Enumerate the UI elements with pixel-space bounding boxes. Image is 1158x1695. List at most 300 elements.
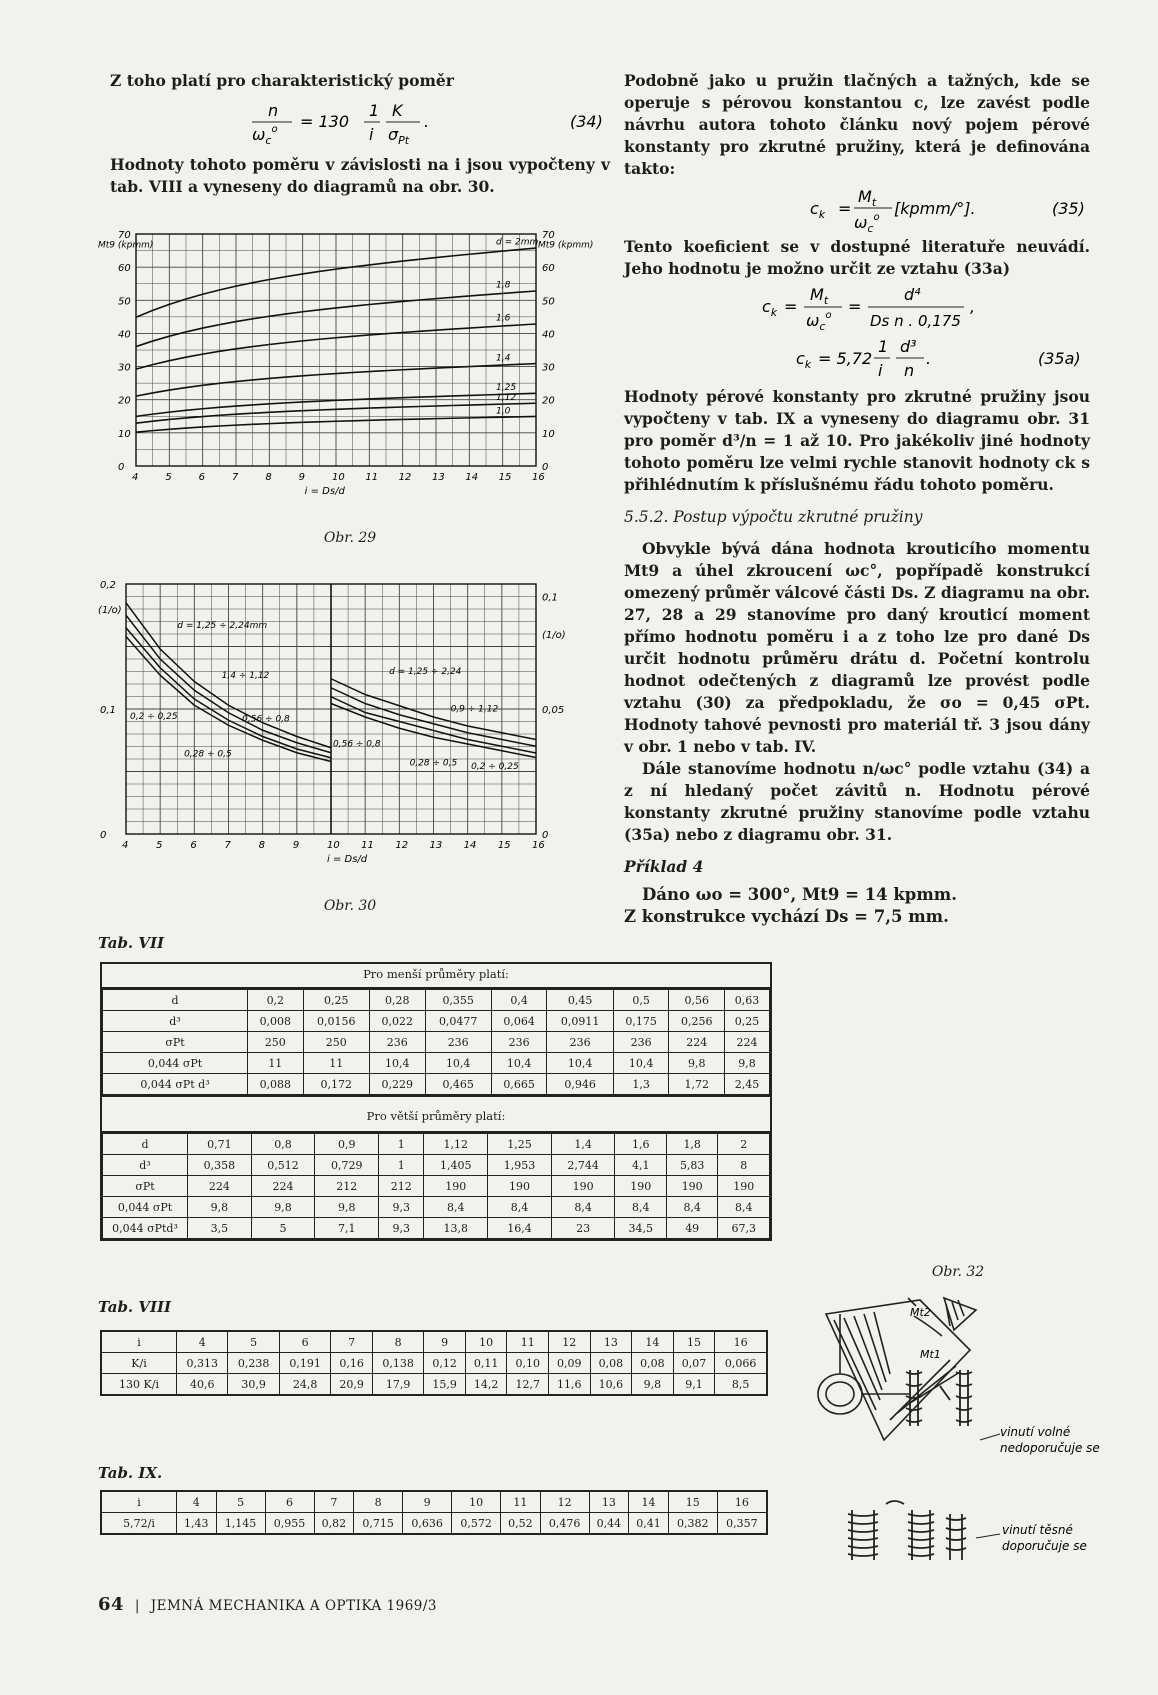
table-cell: 0,5 bbox=[613, 990, 669, 1011]
table-cell: 0,665 bbox=[491, 1074, 547, 1095]
table-cell: 0,08 bbox=[632, 1353, 674, 1374]
row-header-cell: 5,72/i bbox=[101, 1513, 177, 1535]
svg-text:K: K bbox=[392, 101, 403, 120]
table-cell: 0,229 bbox=[369, 1074, 425, 1095]
table-cell: 13 bbox=[590, 1331, 632, 1353]
xtick-label: 13 bbox=[432, 472, 445, 483]
table-cell: 8 bbox=[718, 1155, 770, 1176]
row-header-cell: i bbox=[101, 1491, 177, 1513]
table-cell: 8 bbox=[354, 1491, 403, 1513]
table-cell: 0,256 bbox=[669, 1011, 725, 1032]
table-cell: 1,43 bbox=[177, 1513, 217, 1535]
table-7-subhead-2: Pro větší průměry platí: bbox=[102, 1095, 770, 1133]
table-cell: 13 bbox=[589, 1491, 629, 1513]
ytick-label-right: 0 bbox=[542, 462, 549, 473]
table-cell: 0,357 bbox=[717, 1513, 767, 1535]
table-cell: 5 bbox=[251, 1218, 315, 1239]
table-cell: 0,0156 bbox=[303, 1011, 369, 1032]
section-heading-552: 5.5.2. Postup výpočtu zkrutné pružiny bbox=[624, 508, 923, 526]
table-cell: 10,4 bbox=[425, 1053, 491, 1074]
table-cell: 1,12 bbox=[424, 1134, 488, 1155]
table-cell: 224 bbox=[251, 1176, 315, 1197]
table-cell: 8,4 bbox=[615, 1197, 666, 1218]
table-cell: 0,008 bbox=[248, 1011, 304, 1032]
table-cell: 0,8 bbox=[251, 1134, 315, 1155]
xtick-label: 16 bbox=[532, 840, 545, 851]
table-cell: 224 bbox=[669, 1032, 725, 1053]
table-row bbox=[103, 1218, 770, 1239]
svg-text:d³: d³ bbox=[900, 337, 917, 356]
right-column bbox=[624, 70, 1090, 928]
table-cell: 1,145 bbox=[216, 1513, 265, 1535]
table-cell: 236 bbox=[491, 1032, 547, 1053]
table-cell: 0,25 bbox=[725, 1011, 770, 1032]
xtick-label: 12 bbox=[398, 472, 412, 483]
svg-text:(35): (35) bbox=[1052, 199, 1085, 218]
xtick-label: 13 bbox=[429, 840, 443, 851]
xtick-label: 8 bbox=[265, 472, 272, 483]
table-cell: 224 bbox=[188, 1176, 252, 1197]
curve-label-right: d = 1,25 ÷ 2,24 bbox=[389, 667, 462, 677]
svg-text:(34): (34) bbox=[570, 112, 603, 131]
table-cell: 12 bbox=[549, 1331, 591, 1353]
row-header-cell: 0,044 σPt d³ bbox=[103, 1074, 248, 1095]
xtick-label: 4 bbox=[132, 472, 139, 483]
table-cell: 0,4 bbox=[491, 990, 547, 1011]
table-cell: 9,8 bbox=[632, 1374, 674, 1396]
table-cell: 0,191 bbox=[279, 1353, 330, 1374]
svg-text:(35a): (35a) bbox=[1038, 349, 1081, 368]
table-cell: 0,465 bbox=[425, 1074, 491, 1095]
table-cell: 0,715 bbox=[354, 1513, 403, 1535]
svg-text:=: = bbox=[784, 297, 798, 316]
svg-text:ck: $c_k$ bbox=[796, 349, 812, 371]
table-cell: 5 bbox=[216, 1491, 265, 1513]
row-header-cell: σPt bbox=[103, 1032, 248, 1053]
svg-text:σPt: $\sigma_{Pt}$ bbox=[388, 125, 410, 147]
right-paragraph-5: Dále stanovíme hodnotu n/ωc° podle vztahu (34) a z ní hledaný počet závitů n. Hodnotu pérové konstanty zkrutné pružiny stanovíme podle vztahu (35a) nebo z diagramu obr. 31. bbox=[624, 759, 1090, 844]
table-7-large bbox=[102, 1133, 770, 1239]
table-cell: 1,6 bbox=[615, 1134, 666, 1155]
xtick-label: 9 bbox=[292, 840, 300, 851]
ytick-label-left: 30 bbox=[118, 362, 131, 374]
equation-35-svg bbox=[624, 180, 1090, 236]
row-header-cell: 0,044 σPt bbox=[103, 1197, 188, 1218]
table-cell: 7 bbox=[314, 1491, 354, 1513]
curve-label-right: 0,28 ÷ 0,5 bbox=[409, 758, 458, 769]
ytick-label-right: 0,05 bbox=[542, 705, 565, 716]
table-cell: 0,08 bbox=[590, 1353, 632, 1374]
table-cell: 12,7 bbox=[507, 1374, 549, 1396]
table-cell: 0,175 bbox=[613, 1011, 669, 1032]
table-cell: 8,4 bbox=[718, 1197, 770, 1218]
row-header-cell: σPt bbox=[103, 1176, 188, 1197]
table-cell: 0,355 bbox=[425, 990, 491, 1011]
table-cell: 17,9 bbox=[372, 1374, 423, 1396]
svg-text:[kpmm/°].: [kpmm/°]. bbox=[894, 199, 976, 218]
table-9 bbox=[100, 1490, 768, 1535]
table-cell: 0,82 bbox=[314, 1513, 354, 1535]
table-cell: 0,172 bbox=[303, 1074, 369, 1095]
table-8-title: Tab. VIII bbox=[98, 1298, 172, 1316]
curve-label: 1,4 bbox=[496, 353, 511, 364]
row-header-cell: i bbox=[101, 1331, 177, 1353]
table-cell: 0,946 bbox=[547, 1074, 613, 1095]
svg-text:i: i bbox=[369, 125, 374, 144]
table-cell: 67,3 bbox=[718, 1218, 770, 1239]
table-cell: 14,2 bbox=[465, 1374, 507, 1396]
svg-text:=: = bbox=[838, 199, 852, 218]
xtick-label: 4 bbox=[122, 840, 129, 851]
ytick-label-left: 60 bbox=[118, 263, 131, 275]
table-cell: 7 bbox=[331, 1331, 373, 1353]
table-cell: 0,729 bbox=[315, 1155, 379, 1176]
table-cell: 0,358 bbox=[188, 1155, 252, 1176]
xtick-label: 15 bbox=[498, 472, 512, 483]
ytick-label-left: 0,1 bbox=[100, 705, 116, 716]
svg-text:Ds n . 0,175: Ds n . 0,175 bbox=[870, 312, 961, 330]
table-cell: 250 bbox=[248, 1032, 304, 1053]
table-cell: 14 bbox=[632, 1331, 674, 1353]
table-cell: 1,8 bbox=[666, 1134, 717, 1155]
table-cell: 0,16 bbox=[331, 1353, 373, 1374]
table-cell: 224 bbox=[725, 1032, 770, 1053]
row-header-cell: d bbox=[103, 1134, 188, 1155]
table-cell: 9,8 bbox=[669, 1053, 725, 1074]
ytick-label-left: 50 bbox=[118, 296, 131, 308]
curve-label: 1,8 bbox=[496, 280, 511, 291]
svg-text:ωco: $\omega_c^o$ bbox=[252, 124, 278, 147]
table-cell: 0,0911 bbox=[547, 1011, 613, 1032]
xtick-label: 5 bbox=[165, 472, 172, 483]
table-cell: 0,064 bbox=[491, 1011, 547, 1032]
table-row bbox=[103, 1074, 770, 1095]
curve-label-right: 0,2 ÷ 0,25 bbox=[471, 762, 519, 772]
table-cell: 0,09 bbox=[549, 1353, 591, 1374]
ytick-label-right: 0,1 bbox=[542, 592, 558, 604]
figure-30-caption: Obr. 30 bbox=[323, 898, 377, 914]
figure-32-caption: Obr. 32 bbox=[931, 1264, 985, 1280]
svg-text:=: = bbox=[848, 297, 862, 316]
table-9-title: Tab. IX. bbox=[98, 1464, 163, 1482]
spring-coils-loose bbox=[906, 1370, 972, 1426]
table-8 bbox=[100, 1330, 768, 1396]
ytick-label-right: 10 bbox=[542, 428, 555, 440]
ytick-label-right: 30 bbox=[542, 362, 555, 374]
table-cell: 11 bbox=[501, 1491, 541, 1513]
table-cell: 12 bbox=[540, 1491, 589, 1513]
ytick-label-right: 0 bbox=[542, 830, 549, 841]
table-cell: 1 bbox=[379, 1155, 424, 1176]
table-cell: 11 bbox=[507, 1331, 549, 1353]
table-cell: 16 bbox=[717, 1491, 767, 1513]
table-cell: 4 bbox=[177, 1491, 217, 1513]
table-cell: 0,07 bbox=[673, 1353, 715, 1374]
table-cell: 8,4 bbox=[488, 1197, 552, 1218]
curve-label-left: 0,56 ÷ 0,8 bbox=[242, 714, 290, 725]
example-line-1: Dáno ωo = 300°, Mt9 = 14 kpmm. bbox=[642, 885, 957, 904]
table-cell: 10,4 bbox=[547, 1053, 613, 1074]
spring-drawing-top bbox=[818, 1298, 976, 1440]
table-cell: 1,3 bbox=[613, 1074, 669, 1095]
table-cell: 250 bbox=[303, 1032, 369, 1053]
table-cell: 9 bbox=[403, 1491, 452, 1513]
row-header-cell: d³ bbox=[103, 1155, 188, 1176]
table-row bbox=[101, 1374, 767, 1396]
row-header-cell: 130 K/i bbox=[101, 1374, 177, 1396]
label-mt2: Mt2 bbox=[910, 1306, 931, 1319]
y-unit-right: Mt9 (kpmm) bbox=[538, 240, 594, 251]
table-cell: 8,4 bbox=[551, 1197, 615, 1218]
table-cell: 9,3 bbox=[379, 1218, 424, 1239]
ytick-label-left: 70 bbox=[118, 230, 131, 241]
svg-text:d⁴: d⁴ bbox=[904, 285, 921, 304]
svg-text:1: 1 bbox=[878, 337, 889, 356]
svg-text:1: 1 bbox=[369, 101, 380, 120]
curve-label: 1,25 bbox=[496, 383, 517, 394]
table-cell: 15 bbox=[673, 1331, 715, 1353]
table-cell: 0,382 bbox=[668, 1513, 717, 1535]
left-column bbox=[110, 70, 610, 198]
table-cell: 190 bbox=[488, 1176, 552, 1197]
table-7-small bbox=[102, 989, 770, 1095]
xtick-label: 6 bbox=[198, 472, 206, 483]
table-cell: 14 bbox=[629, 1491, 669, 1513]
table-cell: 2,45 bbox=[725, 1074, 770, 1095]
ytick-label-left: 10 bbox=[118, 428, 131, 440]
table-cell: 0,238 bbox=[228, 1353, 279, 1374]
table-cell: 10,4 bbox=[613, 1053, 669, 1074]
table-cell: 1,953 bbox=[488, 1155, 552, 1176]
table-row bbox=[101, 1491, 767, 1513]
page-footer: 64 | JEMNÁ MECHANIKA A OPTIKA 1969/3 bbox=[98, 1594, 438, 1615]
xtick-label: 10 bbox=[327, 840, 340, 851]
table-cell: 8 bbox=[372, 1331, 423, 1353]
table-cell: 0,636 bbox=[403, 1513, 452, 1535]
ytick-label-right: 70 bbox=[542, 230, 555, 241]
figure-29-caption: Obr. 29 bbox=[323, 530, 377, 546]
table-cell: 16 bbox=[715, 1331, 767, 1353]
xtick-label: 6 bbox=[190, 840, 197, 851]
svg-text:.: . bbox=[926, 349, 932, 368]
table-cell: 0,955 bbox=[265, 1513, 314, 1535]
svg-text:ck: $c_k$ bbox=[762, 297, 778, 319]
ytick-label-left: 40 bbox=[118, 329, 131, 341]
table-row bbox=[101, 1513, 767, 1535]
svg-text:ck: $c_k$ bbox=[810, 199, 826, 221]
table-row bbox=[103, 1134, 770, 1155]
table-cell: 10,4 bbox=[491, 1053, 547, 1074]
svg-text:ωco: $\omega_c^o$ bbox=[854, 212, 880, 235]
svg-text:= 5,72: = 5,72 bbox=[818, 349, 873, 368]
table-row bbox=[103, 990, 770, 1011]
table-cell: 0,10 bbox=[507, 1353, 549, 1374]
table-cell: 6 bbox=[279, 1331, 330, 1353]
curve-label-left: 0,28 ÷ 0,5 bbox=[184, 749, 232, 760]
table-cell: 10 bbox=[465, 1331, 507, 1353]
right-paragraph-4: Obvykle bývá dána hodnota krouticího momentu Mt9 a úhel zkroucení ωc°, popřípadě konstrukcí omezený průměr válcové části Ds. Z diagramu na obr. 27, 28 a 29 stanovíme pro daný krouticí moment přímo hodnotu poměru i a z toho lze pro dané Ds určit hodnotu průměru drátu d. Početní kontrolu hodnot odečtených z diagramů lze provést podle vztahu (30) za předpokladu, že σo = 0,45 σPt. Hodnoty tahové pevnosti pro materiál tř. 3 jsou dány v obr. 1 nebo v tab. IV. bbox=[624, 539, 1090, 756]
table-cell: 0,138 bbox=[372, 1353, 423, 1374]
table-cell: 15 bbox=[668, 1491, 717, 1513]
table-7-title: Tab. VII bbox=[98, 934, 165, 952]
xtick-label: 5 bbox=[156, 840, 163, 851]
xtick-label: 16 bbox=[532, 472, 545, 483]
svg-text:,: , bbox=[970, 297, 976, 316]
table-cell: 40,6 bbox=[177, 1374, 228, 1396]
table-cell: 0,56 bbox=[669, 990, 725, 1011]
curve-label-left: 0,2 ÷ 0,25 bbox=[130, 712, 178, 722]
figure-29 bbox=[96, 228, 606, 508]
equation-35a bbox=[624, 280, 1090, 386]
table-cell: 9 bbox=[424, 1331, 466, 1353]
table-cell: 0,088 bbox=[248, 1074, 304, 1095]
curve-label-right: 0,9 ÷ 1,12 bbox=[450, 704, 499, 715]
table-cell: 49 bbox=[666, 1218, 717, 1239]
row-header-cell: d³ bbox=[103, 1011, 248, 1032]
ytick-label-right: 40 bbox=[542, 329, 555, 341]
xtick-label: 7 bbox=[224, 840, 231, 851]
table-cell: 9,8 bbox=[725, 1053, 770, 1074]
example-heading: Příklad 4 bbox=[624, 857, 704, 876]
figure-30 bbox=[96, 578, 606, 898]
table-cell: 4,1 bbox=[615, 1155, 666, 1176]
note-tight-2: doporučuje se bbox=[1002, 1539, 1087, 1553]
equation-34-svg bbox=[110, 96, 610, 150]
spring-coils-tight bbox=[848, 1501, 966, 1560]
row-header-cell: 0,044 σPtd³ bbox=[103, 1218, 188, 1239]
table-row bbox=[101, 1353, 767, 1374]
intro-text: Z toho platí pro charakteristický poměr bbox=[110, 71, 454, 90]
table-cell: 212 bbox=[315, 1176, 379, 1197]
table-cell: 15,9 bbox=[424, 1374, 466, 1396]
table-cell: 190 bbox=[424, 1176, 488, 1197]
row-header-cell: K/i bbox=[101, 1353, 177, 1374]
table-cell: 212 bbox=[379, 1176, 424, 1197]
svg-text:n: n bbox=[904, 361, 915, 380]
table-cell: 24,8 bbox=[279, 1374, 330, 1396]
ytick-label-left: 0,2 bbox=[100, 580, 116, 591]
svg-text:Mt: $M_t$ bbox=[858, 187, 877, 209]
table-cell: 30,9 bbox=[228, 1374, 279, 1396]
row-header-cell: 0,044 σPt bbox=[103, 1053, 248, 1074]
table-cell: 4 bbox=[177, 1331, 228, 1353]
xtick-label: 12 bbox=[395, 840, 409, 851]
curve-label: d = 2mm bbox=[496, 237, 539, 248]
xtick-label: 14 bbox=[463, 840, 477, 851]
table-cell: 190 bbox=[666, 1176, 717, 1197]
table-cell: 8,5 bbox=[715, 1374, 767, 1396]
table-cell: 13,8 bbox=[424, 1218, 488, 1239]
table-cell: 190 bbox=[718, 1176, 770, 1197]
table-cell: 10,4 bbox=[369, 1053, 425, 1074]
table-row bbox=[103, 1155, 770, 1176]
table-cell: 10,6 bbox=[590, 1374, 632, 1396]
table-cell: 5 bbox=[228, 1331, 279, 1353]
x-axis-label: i = Ds/d bbox=[327, 854, 368, 865]
right-paragraph-2: Tento koeficient se v dostupné literatuře neuvádí. Jeho hodnotu je možno určit ze vztahu (33a) bbox=[624, 237, 1090, 278]
table-row bbox=[103, 1032, 770, 1053]
table-cell: 0,2 bbox=[248, 990, 304, 1011]
table-cell: 236 bbox=[369, 1032, 425, 1053]
table-cell: 0,41 bbox=[629, 1513, 669, 1535]
page-number: 64 bbox=[98, 1594, 125, 1615]
table-cell: 0,476 bbox=[540, 1513, 589, 1535]
table-cell: 3,5 bbox=[188, 1218, 252, 1239]
curve-label-left: d = 1,25 ÷ 2,24mm bbox=[177, 620, 268, 631]
equation-35 bbox=[624, 180, 1090, 236]
table-7 bbox=[100, 962, 772, 1241]
eq34-num: n bbox=[268, 101, 279, 120]
note-loose-2: nedoporučuje se bbox=[1000, 1441, 1100, 1455]
xtick-label: 7 bbox=[232, 472, 239, 483]
example-line-2: Z konstrukce vychází Ds = 7,5 mm. bbox=[624, 907, 949, 926]
table-cell: 0,12 bbox=[424, 1353, 466, 1374]
table-cell: 0,0477 bbox=[425, 1011, 491, 1032]
table-cell: 0,066 bbox=[715, 1353, 767, 1374]
xtick-label: 14 bbox=[465, 472, 479, 483]
xtick-label: 11 bbox=[365, 472, 379, 483]
table-cell: 9,8 bbox=[251, 1197, 315, 1218]
curve-label-right: 0,56 ÷ 0,8 bbox=[333, 739, 381, 750]
xtick-label: 10 bbox=[332, 472, 345, 483]
y-unit-right: (1/o) bbox=[542, 630, 566, 641]
ytick-label-right: 50 bbox=[542, 296, 555, 308]
paragraph-1: Hodnoty tohoto poměru v závislosti na i jsou vypočteny v tab. VIII a vyneseny do diagramů na obr. 30. bbox=[110, 155, 610, 196]
table-cell: 1,72 bbox=[669, 1074, 725, 1095]
table-row bbox=[101, 1331, 767, 1353]
label-mt1: Mt1 bbox=[920, 1348, 941, 1361]
table-cell: 1,4 bbox=[551, 1134, 615, 1155]
table-cell: 0,28 bbox=[369, 990, 425, 1011]
table-cell: 0,44 bbox=[589, 1513, 629, 1535]
table-cell: 0,022 bbox=[369, 1011, 425, 1032]
table-cell: 190 bbox=[551, 1176, 615, 1197]
journal-name: JEMNÁ MECHANIKA A OPTIKA 1969/3 bbox=[150, 1598, 438, 1614]
table-cell: 16,4 bbox=[488, 1218, 552, 1239]
ytick-label-left: 0 bbox=[118, 462, 125, 473]
table-cell: 0,45 bbox=[547, 990, 613, 1011]
y-unit-left: (1/o) bbox=[98, 605, 122, 616]
table-cell: 236 bbox=[613, 1032, 669, 1053]
table-cell: 1,25 bbox=[488, 1134, 552, 1155]
table-cell: 1,405 bbox=[424, 1155, 488, 1176]
table-cell: 0,572 bbox=[452, 1513, 501, 1535]
note-loose-1: vinutí volné bbox=[1000, 1425, 1071, 1439]
curve-label-left: 1,4 ÷ 1,12 bbox=[221, 670, 270, 681]
svg-text:i: i bbox=[878, 361, 883, 380]
xtick-label: 8 bbox=[258, 840, 266, 851]
table-cell: 7,1 bbox=[315, 1218, 379, 1239]
table-cell: 34,5 bbox=[615, 1218, 666, 1239]
table-cell: 8,4 bbox=[424, 1197, 488, 1218]
table-row bbox=[103, 1176, 770, 1197]
table-cell: 236 bbox=[547, 1032, 613, 1053]
table-cell: 11,6 bbox=[549, 1374, 591, 1396]
table-cell: 236 bbox=[425, 1032, 491, 1053]
xtick-label: 9 bbox=[298, 472, 306, 483]
table-cell: 2 bbox=[718, 1134, 770, 1155]
table-cell: 23 bbox=[551, 1218, 615, 1239]
curve-label: 1,6 bbox=[496, 313, 511, 324]
curve-label: 1,0 bbox=[496, 406, 511, 417]
y-unit-left: Mt9 (kpmm) bbox=[98, 240, 154, 251]
table-cell: 0,63 bbox=[725, 990, 770, 1011]
svg-text:Mt: $M_t$ bbox=[810, 285, 829, 307]
table-cell: 20,9 bbox=[331, 1374, 373, 1396]
equation-34 bbox=[110, 96, 610, 150]
right-paragraph-3: Hodnoty pérové konstanty pro zkrutné pružiny jsou vypočteny v tab. IX a vyneseny do diagramu obr. 31 pro poměr d³/n = 1 až 10. Pro jakékoliv jiné hodnoty tohoto poměru lze velmi rychle stanovit hodnoty ck s přihlédnutím k příslušnému řádu tohoto poměru. bbox=[624, 387, 1090, 494]
table-cell: 8,4 bbox=[666, 1197, 717, 1218]
